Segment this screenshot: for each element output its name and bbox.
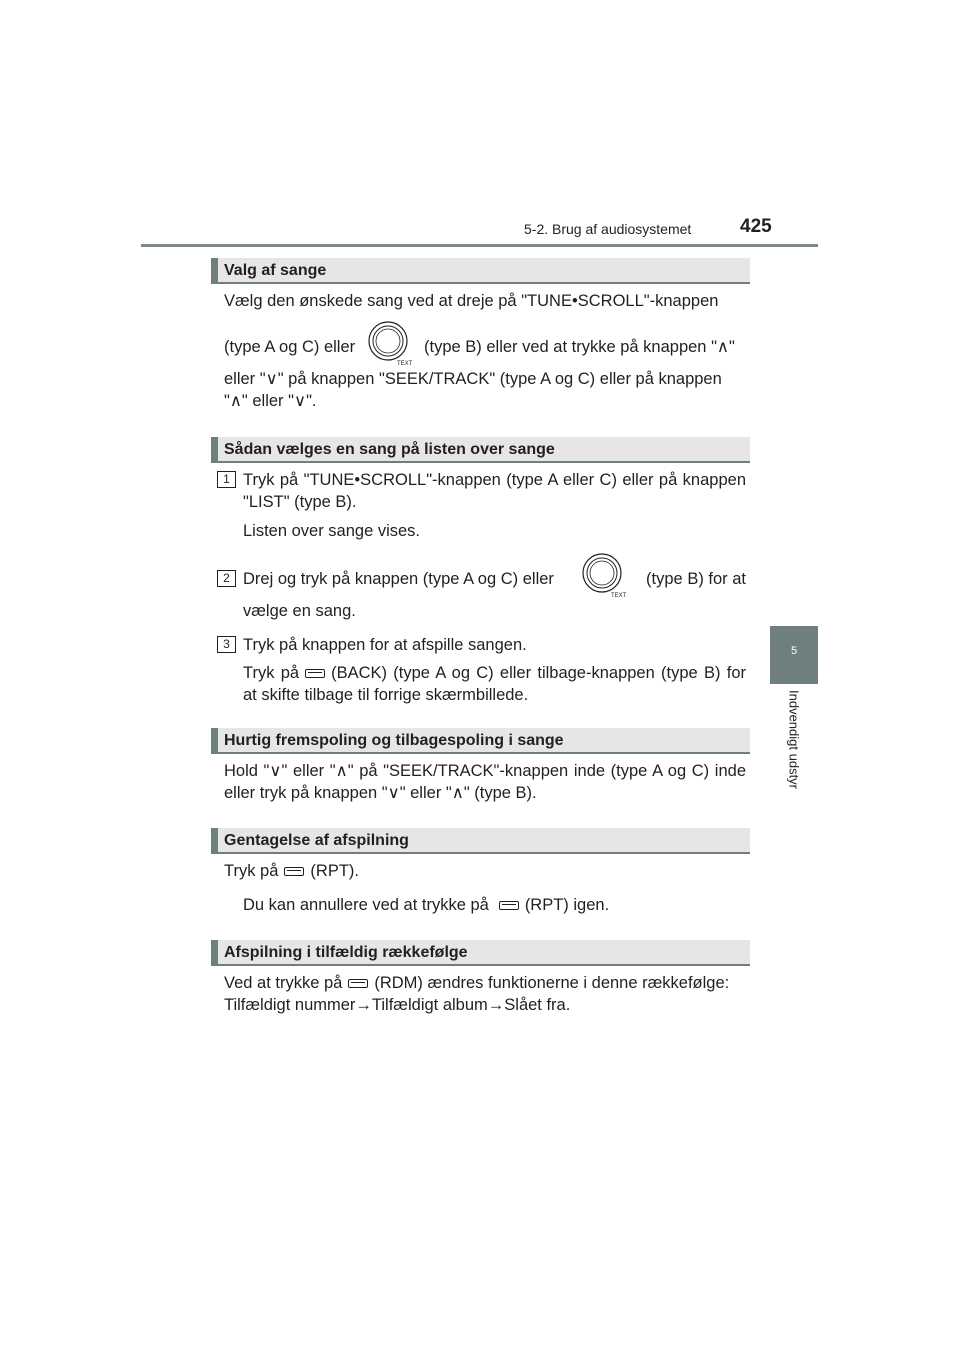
back-button-icon bbox=[305, 669, 325, 678]
section-title: Afspilning i tilfældig rækkefølge bbox=[224, 944, 468, 961]
gentagelse-text-b: (RPT). bbox=[310, 862, 359, 880]
hurtig-text: Hold "∨" eller "∧" på "SEEK/TRACK"-knappen inde (type A og C) inde eller tryk på knappen "∨" eller "∧" (type B). bbox=[224, 762, 746, 802]
step-2-text bbox=[243, 552, 746, 602]
section-heading-hurtig bbox=[211, 728, 750, 754]
tilfaeldig-text-a: Ved at trykke på bbox=[224, 974, 343, 992]
step-number-2: 2 bbox=[217, 570, 236, 587]
tune-knob-icon bbox=[367, 320, 413, 372]
gentagelse-text bbox=[224, 860, 746, 882]
section-heading-tilfaeldig bbox=[211, 940, 750, 966]
running-header: 5-2. Brug af audiosystemet bbox=[524, 221, 692, 237]
tilfaeldig-line-2: Tilfældigt nummer→Tilfældigt album→Slået fra. bbox=[224, 996, 571, 1014]
section-heading-gentagelse bbox=[211, 828, 750, 854]
header-rule bbox=[141, 244, 818, 247]
valg-line-3: eller "∨" på knappen "SEEK/TRACK" (type A og C) eller på knappen bbox=[224, 370, 722, 388]
valg-line-2a: (type A og C) eller bbox=[224, 338, 356, 356]
step-3-text: Tryk på knappen for at afspille sangen. bbox=[243, 636, 527, 654]
svg-text:TEXT: TEXT bbox=[397, 361, 413, 366]
section-title: Sådan vælges en sang på listen over sange bbox=[224, 441, 555, 458]
chapter-tab: 5 bbox=[770, 626, 818, 684]
rdm-button-icon bbox=[348, 979, 368, 988]
step-1-text: Tryk på "TUNE•SCROLL"-knappen (type A eller C) eller på knappen "LIST" (type B). bbox=[243, 471, 746, 511]
rpt-button-icon bbox=[499, 901, 519, 910]
step-2-text-c: vælge en sang. bbox=[243, 602, 356, 620]
step-number-3: 3 bbox=[217, 636, 236, 653]
step-3-note-b: (BACK) (type A og C) eller tilbage-knappen (type B) for at skifte tilbage til forrige skærmbillede. bbox=[243, 664, 746, 704]
step-1-note: Listen over sange vises. bbox=[243, 522, 421, 540]
valg-line-4: "∧" eller "∨". bbox=[224, 392, 317, 410]
section-title: Gentagelse af afspilning bbox=[224, 832, 409, 849]
section-title: Hurtig fremspoling og tilbagespoling i sange bbox=[224, 732, 564, 749]
valg-line-1: Vælg den ønskede sang ved at dreje på "TUNE•SCROLL"-knappen bbox=[224, 292, 719, 310]
gentagelse-note-a: Du kan annullere ved at trykke på bbox=[243, 896, 489, 914]
gentagelse-note-b: (RPT) igen. bbox=[524, 896, 610, 914]
valg-line-2b: (type B) eller ved at trykke på knappen "∧" bbox=[424, 338, 735, 356]
svg-text:TEXT: TEXT bbox=[611, 593, 627, 598]
section-heading-valg bbox=[211, 258, 750, 284]
tilfaeldig-text bbox=[224, 972, 746, 994]
gentagelse-note bbox=[243, 894, 746, 916]
step-2-text-b: (type B) for at bbox=[646, 570, 746, 588]
rpt-button-icon bbox=[284, 867, 304, 876]
step-2-text-a: Drej og tryk på knappen (type A og C) eller bbox=[243, 570, 554, 588]
step-number-1: 1 bbox=[217, 471, 236, 488]
step-3-note-a: Tryk på bbox=[243, 664, 300, 682]
tune-knob-icon bbox=[581, 552, 627, 604]
page-number: 425 bbox=[740, 216, 772, 237]
tilfaeldig-text-b: (RDM) ændres funktionerne i denne rækkefølge: bbox=[374, 974, 730, 992]
valg-line-2 bbox=[224, 320, 746, 370]
gentagelse-text-a: Tryk på bbox=[224, 862, 279, 880]
chapter-tab-label: Indvendigt udstyr bbox=[786, 690, 802, 790]
section-heading-liste bbox=[211, 437, 750, 463]
chapter-tab-label-box bbox=[772, 690, 816, 830]
step-3-note bbox=[243, 662, 746, 706]
section-title: Valg af sange bbox=[224, 262, 327, 279]
